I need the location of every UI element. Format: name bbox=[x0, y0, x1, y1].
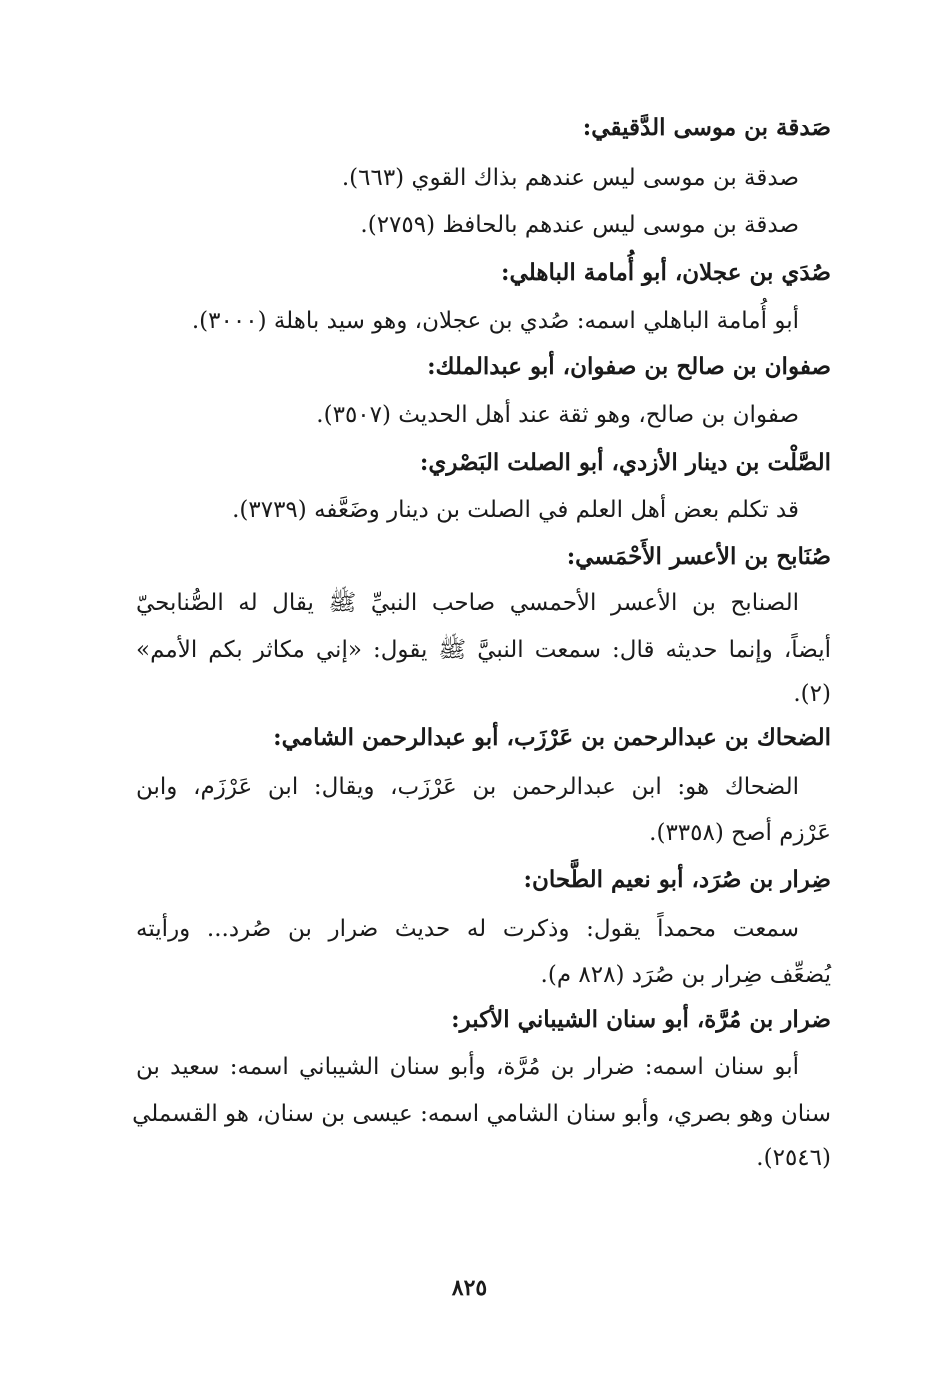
entry-text-line: أبو سنان اسمه: ضرار بن مُرَّة، وأبو سنان الشيباني اسمه: سعيد بن bbox=[136, 1054, 799, 1080]
entry-heading: الصَّلْت بن دينار الأزدي، أبو الصلت البَصْري: bbox=[419, 449, 831, 476]
entry-heading: صُدَي بن عجلان، أبو أُمامة الباهلي: bbox=[501, 259, 831, 286]
entry-text-line: سنان وهو بصري، وأبو سنان الشامي اسمه: عيسى بن سنان، هو القسملي bbox=[132, 1101, 831, 1127]
entry-heading: ضِرار بن صُرَد، أبو نعيم الطَّحان: bbox=[523, 866, 831, 893]
entry-text-line: صدقة بن موسى ليس عندهم بذاك القوي (٦٦٣). bbox=[341, 165, 799, 191]
entry-text-line: الصنابح بن الأعسر الأحمسي صاحب النبيِّ ﷺ يقال له الصُّنابحيّ bbox=[136, 590, 799, 616]
entry-heading: صفوان بن صالح بن صفوان، أبو عبدالملك: bbox=[427, 353, 831, 380]
entry-text-line: أيضاً، وإنما حديثه قال: سمعت النبيَّ ﷺ يقول: «إني مكاثر بكم الأمم» bbox=[136, 637, 831, 663]
entry-heading: ضرار بن مُرَّة، أبو سنان الشيباني الأكبر: bbox=[451, 1006, 831, 1033]
entry-heading: صَدقة بن موسى الدَّقيقي: bbox=[582, 114, 831, 141]
entry-text-line: أبو أُمامة الباهلي اسمه: صُدي بن عجلان، وهو سيد باهلة (٣٠٠٠). bbox=[191, 308, 799, 334]
page-number: ٨٢٥ bbox=[451, 1275, 488, 1301]
entry-text-line: صفوان بن صالح، وهو ثقة عند أهل الحديث (٣٥٠٧). bbox=[316, 402, 799, 428]
entry-text-line: صدقة بن موسى ليس عندهم بالحافظ (٢٧٥٩). bbox=[360, 212, 799, 238]
entry-text-line: عَرْزم أصح (٣٣٥٨). bbox=[649, 820, 831, 846]
entry-heading: صُنَابح بن الأعسر الأَحْمَسي: bbox=[566, 543, 831, 570]
entry-heading: الضحاك بن عبدالرحمن بن عَرْزَب، أبو عبدالرحمن الشامي: bbox=[273, 724, 831, 751]
entry-text-line: يُضعِّف ضِرار بن صُرَد (٨٢٨ م). bbox=[540, 962, 831, 988]
entry-text-line: (٢). bbox=[793, 681, 831, 707]
entry-text-line: سمعت محمداً يقول: وذكرت له حديث ضرار بن صُرد... ورأيته bbox=[136, 916, 799, 942]
entry-text-line: (٢٥٤٦). bbox=[756, 1145, 831, 1171]
entry-text-line: الضحاك هو: ابن عبدالرحمن بن عَرْزَب، ويقال: ابن عَرْزَم، وابن bbox=[136, 774, 799, 800]
entry-text-line: قد تكلم بعض أهل العلم في الصلت بن دينار وضَعَّفه (٣٧٣٩). bbox=[232, 497, 799, 523]
